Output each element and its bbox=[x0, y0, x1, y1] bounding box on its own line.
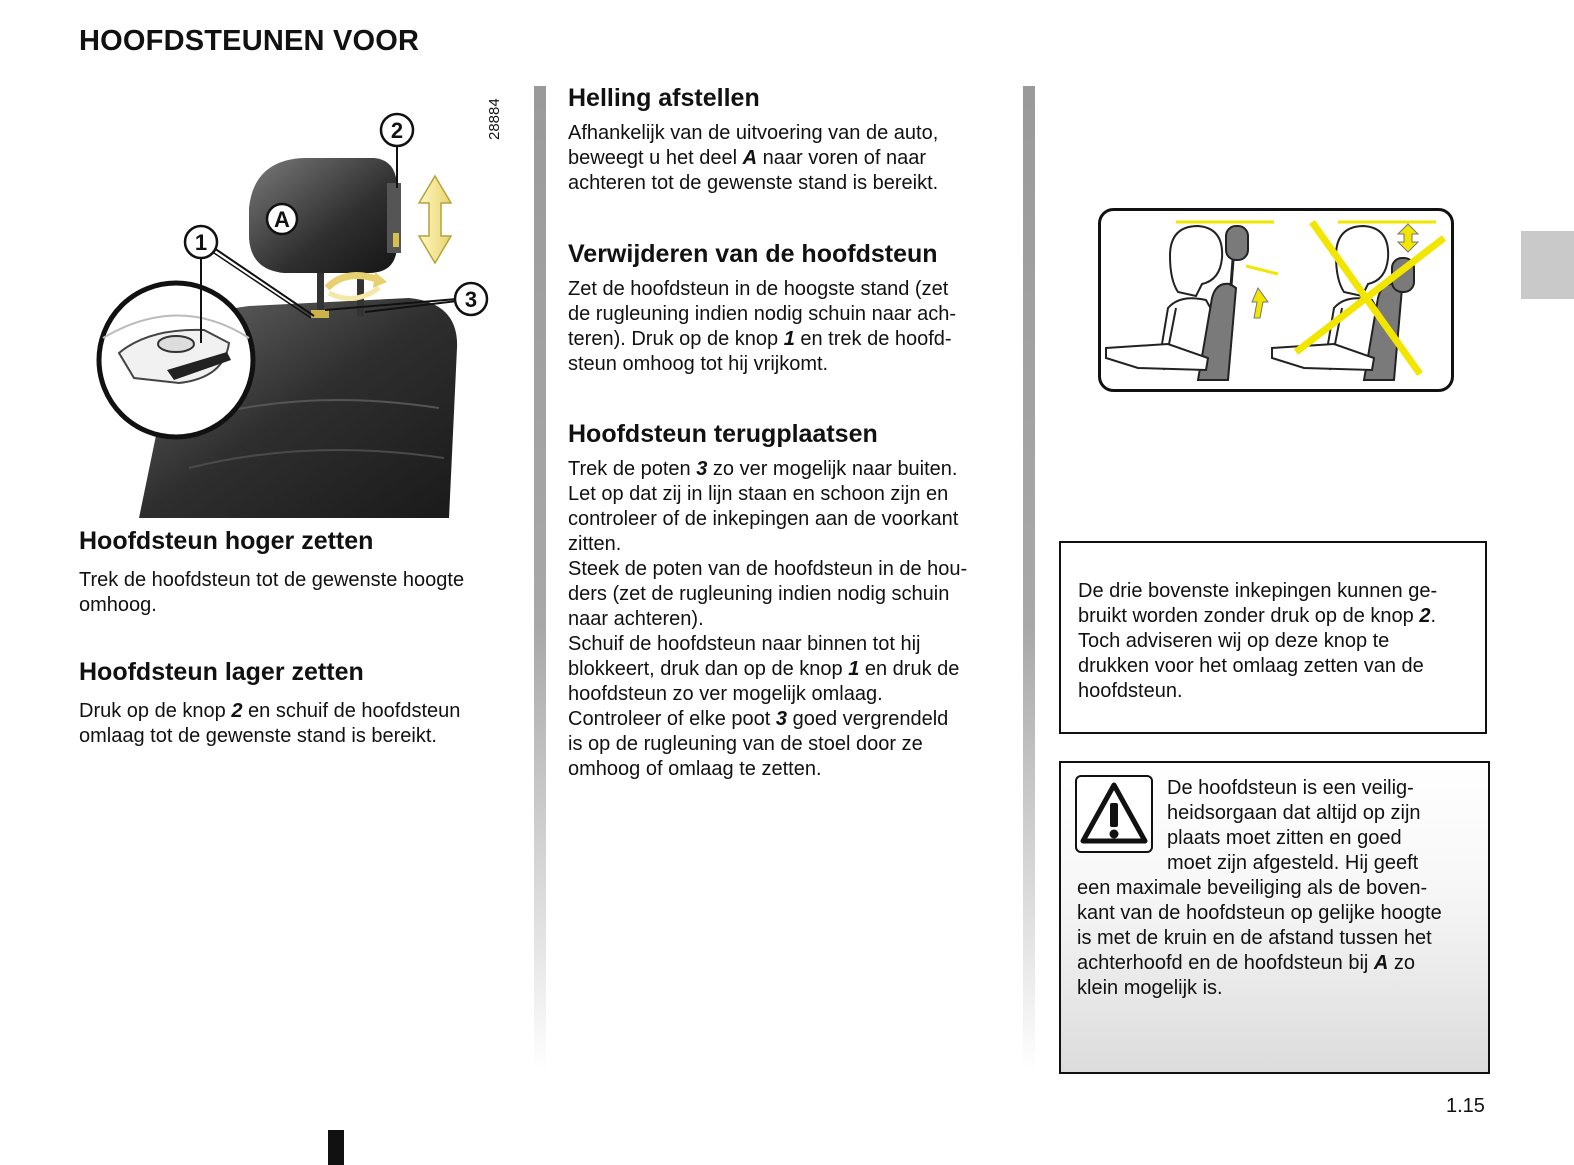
tilt-line-2: beweegt u het deel A naar voren of naar bbox=[568, 147, 927, 169]
headrest-figure bbox=[79, 88, 509, 518]
note-line-5: hoofdsteun. bbox=[1078, 680, 1183, 702]
remove-line-1: Zet de hoofdsteun in de hoogste stand (zet bbox=[568, 278, 949, 300]
callout-1-label: 1 bbox=[194, 230, 208, 255]
refit-title: Hoofdsteun terugplaatsen bbox=[568, 420, 878, 448]
page-number: 1.15 bbox=[1446, 1095, 1485, 1117]
column-divider-left bbox=[534, 86, 546, 1071]
refit-line-4: zitten. bbox=[568, 533, 622, 555]
headrest-illustration bbox=[79, 88, 509, 518]
remove-line-4: steun omhoog tot hij vrijkomt. bbox=[568, 353, 829, 375]
note-line-3: Toch adviseren wij op deze knop te bbox=[1078, 630, 1390, 652]
warning-line-6: kant van de hoofdsteun op gelijke hoogte bbox=[1077, 902, 1442, 924]
note-box bbox=[1059, 541, 1487, 734]
tilt-title: Helling afstellen bbox=[568, 84, 760, 112]
callout-2-label: 2 bbox=[390, 118, 404, 143]
refit-line-2: Let op dat zij in lijn staan en schoon zijn en bbox=[568, 483, 949, 505]
warning-line-3: plaats moet zitten en goed bbox=[1167, 827, 1402, 849]
refit-line-9: blokkeert, druk dan op de knop 1 en druk de bbox=[568, 658, 960, 680]
remove-title: Verwijderen van de hoofdsteun bbox=[568, 240, 938, 268]
figure-code: 28884 bbox=[486, 98, 503, 140]
lower-line-2: omlaag tot de gewenste stand is bereikt. bbox=[79, 725, 437, 747]
height-arrow-icon bbox=[419, 176, 451, 263]
warning-line-7: is met de kruin en de afstand tussen het bbox=[1077, 927, 1432, 949]
warning-line-1: De hoofdsteun is een veilig- bbox=[1167, 777, 1414, 799]
tilt-line-1: Afhankelijk van de uitvoering van de auto, bbox=[568, 122, 939, 144]
section-refit bbox=[568, 419, 1000, 782]
note-line-2: bruikt worden zonder druk op de knop 2. bbox=[1078, 605, 1437, 627]
section-remove bbox=[568, 239, 1000, 377]
lower-title: Hoofdsteun lager zetten bbox=[79, 658, 364, 686]
warning-line-9: klein mogelijk is. bbox=[1077, 977, 1223, 999]
tilt-arrow-icon bbox=[373, 272, 387, 288]
warning-line-5: een maximale beveiliging als de boven- bbox=[1077, 877, 1428, 899]
raise-line-2: omhoog. bbox=[79, 594, 157, 616]
refit-line-1: Trek de poten 3 zo ver mogelijk naar buiten. bbox=[568, 458, 958, 480]
section-raise bbox=[79, 526, 511, 618]
raise-line-1: Trek de hoofdsteun tot de gewenste hoogte bbox=[79, 569, 465, 591]
warning-triangle-icon bbox=[1075, 775, 1153, 853]
refit-line-12: is op de rugleuning van de stoel door ze bbox=[568, 733, 923, 755]
callout-3-label: 3 bbox=[464, 287, 478, 312]
tilt-line-3: achteren tot de gewenste stand is bereikt. bbox=[568, 172, 939, 194]
warning-line-4: moet zijn afgesteld. Hij geeft bbox=[1167, 852, 1419, 874]
column-divider-right bbox=[1023, 86, 1035, 1071]
refit-line-11: Controleer of elke poot 3 goed vergrendeld bbox=[568, 708, 949, 730]
bottom-bar-marker bbox=[328, 1130, 344, 1165]
correct-incorrect-position-illustration bbox=[1098, 208, 1454, 392]
note-line-1: De drie bovenste inkepingen kunnen ge- bbox=[1078, 580, 1438, 602]
lower-line-1: Druk op de knop 2 en schuif de hoofdsteun bbox=[79, 700, 461, 722]
raise-title: Hoofdsteun hoger zetten bbox=[79, 527, 374, 555]
refit-line-6: ders (zet de rugleuning indien nodig schuin bbox=[568, 583, 950, 605]
refit-line-10: hoofdsteun zo ver mogelijk omlaag. bbox=[568, 683, 883, 705]
warning-line-2: heidsorgaan dat altijd op zijn bbox=[1167, 802, 1421, 824]
refit-line-13: omhoog of omlaag te zetten. bbox=[568, 758, 822, 780]
section-lower bbox=[79, 657, 511, 749]
note-line-4: drukken voor het omlaag zetten van de bbox=[1078, 655, 1424, 677]
remove-line-2: de rugleuning indien nodig schuin naar ach- bbox=[568, 303, 957, 325]
page-title: HOOFDSTEUNEN VOOR bbox=[79, 25, 420, 57]
remove-line-3: teren). Druk op de knop 1 en trek de hoofd- bbox=[568, 328, 952, 350]
refit-line-3: controleer of de inkepingen aan de voorkant bbox=[568, 508, 959, 530]
refit-line-5: Steek de poten van de hoofdsteun in de hou- bbox=[568, 558, 968, 580]
section-tilt bbox=[568, 83, 1000, 196]
warning-line-8: achterhoofd en de hoofdsteun bij A zo bbox=[1077, 952, 1416, 974]
callout-a-label: A bbox=[274, 207, 290, 232]
position-figure bbox=[1098, 208, 1454, 392]
warning-text-top bbox=[1167, 776, 1472, 876]
refit-line-7: naar achteren). bbox=[568, 608, 704, 630]
warning-text-bottom bbox=[1077, 876, 1472, 1001]
chapter-tab-marker bbox=[1521, 231, 1574, 299]
refit-line-8: Schuif de hoofdsteun naar binnen tot hij bbox=[568, 633, 921, 655]
